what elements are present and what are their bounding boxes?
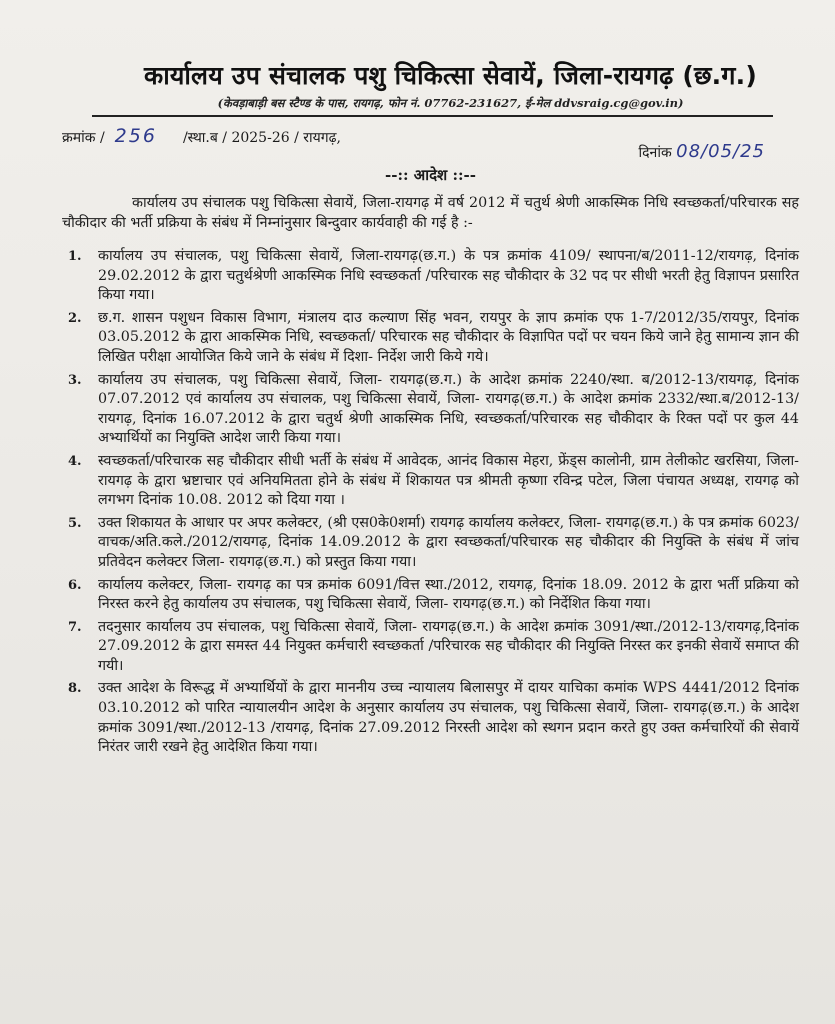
point-text: तदनुसार कार्यालय उप संचालक, पशु चिकित्सा सेवायें, जिला- रायगढ़(छ.ग.) के आदेश क्रमांक 3091/स्था./2012-13/रायगढ़,दिनांक 27.09.2012 के द्वारा समस्त 44 नियुक्त कर्मचारी स्वच्छकर्ता /परिचारक सह चौकीदार की नियुक्ति निरस्त कर इनकी सेवायें समाप्त की गयी। — [98, 618, 799, 674]
list-item — [62, 452, 799, 511]
list-item — [62, 514, 799, 573]
point-text: उक्त शिकायत के आधार पर अपर कलेक्टर, (श्री एस0के0शर्मा) रायगढ़ कार्यालय कलेक्टर, जिला- रायगढ़(छ.ग.) के पत्र क्रमांक 6023/वाचक/अति.कले./2012/रायगढ़, दिनांक 14.09.2012 के द्वारा स्वच्छकर्ता/परिचारक सह चौकीदार की नियुक्ति के संबंध में जांच प्रतिवेदन कलेक्टर जिला- रायगढ़(छ.ग.) को प्रस्तुत किया गया। — [98, 514, 799, 570]
header-divider — [92, 115, 773, 117]
list-item — [62, 618, 799, 677]
kramank — [62, 125, 341, 147]
office-address: (केवड़ाबाड़ी बस स्टैण्ड के पास, रायगढ़, फोन नं. 07762-231627, ई-मेल ddvsraig.cg@gov.in) — [217, 96, 684, 110]
dinank-value: 08/05/25 — [676, 141, 765, 162]
point-number: 8. — [68, 681, 82, 697]
kramank-number: 256 — [114, 125, 157, 147]
point-text: कार्यालय उप संचालक, पशु चिकित्सा सेवायें, जिला-रायगढ़(छ.ग.) के पत्र क्रमांक 4109/ स्थापना/ब/2011-12/रायगढ़, दिनांक 29.02.2012 के द्वारा चतुर्थश्रेणी आकस्मिक निधि स्वच्छकर्ता /परिचारक सह चौकीदार के 32 पद पर सीधी भरती हेतु विज्ञापन प्रसारित किया गया। — [98, 248, 799, 304]
point-number: 3. — [68, 372, 82, 388]
list-item — [62, 371, 799, 449]
list-item — [62, 679, 799, 757]
dinank — [638, 141, 765, 162]
list-item — [62, 247, 799, 306]
dinank-label: दिनांक — [638, 145, 672, 161]
reference-line — [62, 125, 799, 165]
point-number: 7. — [68, 619, 82, 635]
kramank-label: क्रमांक / — [62, 130, 105, 146]
point-text: स्वच्छकर्ता/परिचारक सह चौकीदार सीधी भर्ती के संबंध में आवेदक, आनंद विकास मेहरा, फ्रेंड्स कालोनी, ग्राम तेलीकोट खरसिया, जिला- रायगढ़ के द्वारा भ्रष्टाचार एवं अनियमितता होने के संबंध में शिकायत पत्र श्रीमती कृष्णा रविन्द्र पटेल, जिला पंचायत अध्यक्ष, रायगढ़ को लगभग दिनांक 10.08. 2012 को दिया गया । — [98, 452, 799, 509]
point-number: 5. — [68, 515, 82, 531]
point-number: 4. — [68, 453, 82, 469]
point-text: उक्त आदेश के विरूद्ध में अभ्यार्थियों के द्वारा माननीय उच्च न्यायालय बिलासपुर में दायर याचिका कमांक WPS 4441/2012 दिनांक 03.10.2012 को पारित न्यायालयीन आदेश के अनुसार कार्यालय उप संचालक, पशु चिकित्सा सेवायें, जिला- रायगढ़(छ.ग.) के आदेश क्रमांक 3091/स्था./2012-13 /रायगढ़, दिनांक 27.09.2012 निरस्ती आदेश को स्थगन प्रदान करते हुए उक्त कर्मचारियों की सेवायें निरंतर जारी रखने हेतु आदेशित किया गया। — [98, 680, 799, 756]
point-text: कार्यालय उप संचालक, पशु चिकित्सा सेवायें, जिला- रायगढ़(छ.ग.) के आदेश क्रमांक 2240/स्था. ब/2012-13/रायगढ़, दिनांक 07.07.2012 एवं कार्यालय उप संचालक, पशु चिकित्सा सेवायें, जिला- रायगढ़(छ.ग.) के आदेश क्रमांक 2332/स्था.ब/2012-13/रायगढ़, दिनांक 16.07.2012 के द्वारा चतुर्थ श्रेणी आकस्मिक निधि, स्वच्छकर्ता/परिचारक सह चौकीदार के रिक्त पदों पर कुल 44 अभ्यार्थियों का नियुक्ति आदेश जारी किया गया। — [98, 371, 799, 447]
point-number: 1. — [68, 249, 82, 264]
points-list — [62, 247, 799, 758]
intro-paragraph: कार्यालय उप संचालक पशु चिकित्सा सेवायें, जिला-रायगढ़ में वर्ष 2012 में चतुर्थ श्रेणी आकस्मिक निधि स्वच्छकर्ता/परिचारक सह चौकीदार की भर्ती प्रक्रिया के संबंध में निम्नांनुसार बिन्दुवार कार्यवाही की गई है :- — [62, 195, 799, 231]
order-heading: --:: आदेश ::-- — [385, 166, 476, 184]
point-text: छ.ग. शासन पशुधन विकास विभाग, मंत्रालय दाउ कल्याण सिंह भवन, रायपुर के ज्ञाप क्रमांक एफ 1-7/2012/35/रायपुर, दिनांक 03.05.2012 के द्वारा आकस्मिक निधि, स्वच्छकर्ता/ परिचारक सह चौकीदार के विज्ञापित पदों पर चयन किये जाने हेतु सामान्य ज्ञान की लिखित परीक्षा आयोजित किये जाने के संबंध में दिशा- निर्देश जारी किये गये। — [98, 309, 799, 365]
list-item — [62, 309, 799, 368]
kramank-suffix: /स्था.ब / 2025-26 / रायगढ़, — [182, 130, 341, 146]
point-number: 6. — [68, 577, 82, 593]
list-item — [62, 576, 799, 615]
office-title: कार्यालय उप संचालक पशु चिकित्सा सेवायें, जिला-रायगढ़ (छ.ग.) — [144, 61, 757, 90]
point-text: कार्यालय कलेक्टर, जिला- रायगढ़ का पत्र क्रमांक 6091/वित्त स्था./2012, रायगढ़, दिनांक 18.09. 2012 के द्वारा भर्ती प्रक्रिया को निरस्त करने हेतु कार्यालय उप संचालक, पशु चिकित्सा सेवायें, जिला- रायगढ़(छ.ग.) को निर्देशित किया गया। — [98, 576, 799, 613]
point-number: 2. — [68, 310, 82, 326]
